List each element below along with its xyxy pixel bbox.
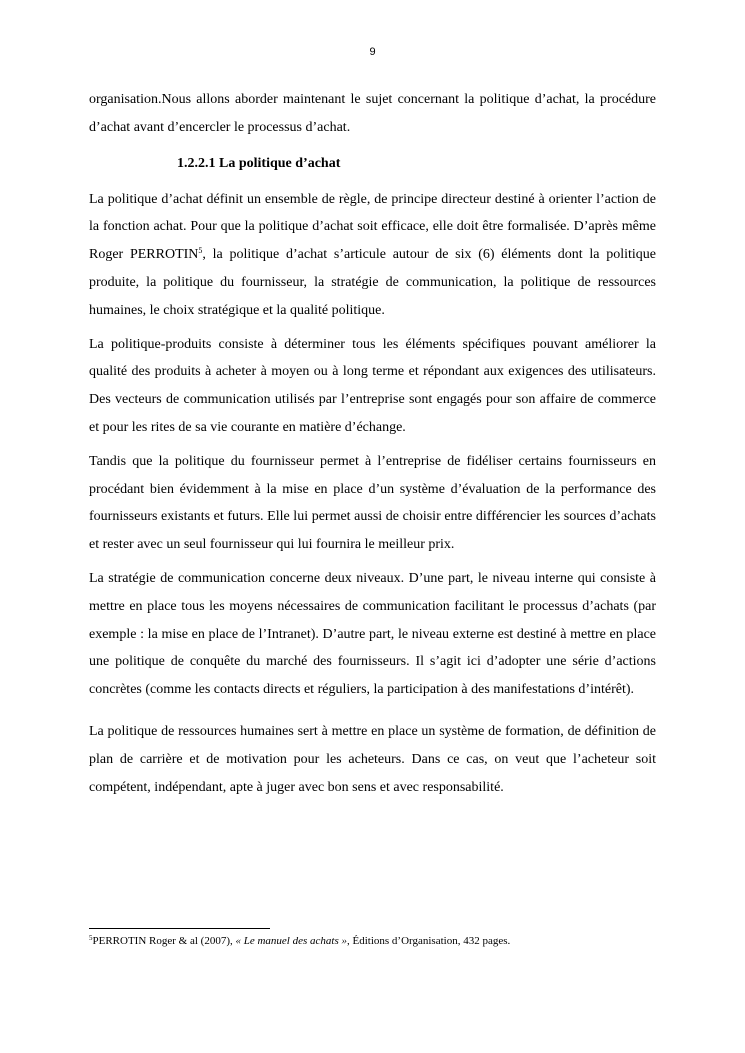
paragraph-hr-policy: La politique de ressources humaines sert à mettre en place un système de formation, de définition de plan de carrière et de motivation pour les acheteurs. Dans ce cas, on veut que l’acheteur soit compétent, indépendant, apte à juger avec bon sens et avec responsabilité.	[89, 723, 656, 795]
footnote-author-year: PERROTIN Roger & al (2007),	[92, 935, 236, 947]
body-text	[89, 86, 656, 801]
footnote-marker: 5	[89, 934, 93, 942]
paragraph-product-policy: La politique-produits consiste à déterminer tous les éléments spécifiques pouvant améliorer la qualité des produits à acheter à moyen ou à long terme et répondant aux exigences des utilisateurs. Des vecteurs de communication utilisés par l’entreprise sont engagés pour son affaire de commerce et pour les rites de sa vie courante en matière d’échange.	[89, 336, 656, 435]
paragraph-purchasing-policy	[89, 186, 656, 325]
page-number: 9	[369, 46, 376, 58]
footnote	[89, 934, 656, 948]
intro-paragraph: organisation.Nous allons aborder maintenant le sujet concernant la politique d’achat, la procédure d’achat avant d’encercler le processus d’achat.	[89, 92, 656, 135]
paragraph-communication-strategy: La stratégie de communication concerne deux niveaux. D’une part, le niveau interne qui consiste à mettre en place tous les moyens nécessaires de communication facilitant le processus d’achats (par exemple : la mise en place de l’Intranet). D’autre part, le niveau externe est destiné à mettre en place une politique de conquête du marché des fournisseurs. Il s’agit ici d’adopter une série d’actions concrètes (comme les contacts directs et réguliers, la participation à des manifestations d’intérêt).	[89, 570, 656, 698]
footnote-book-title: « Le manuel des achats »	[235, 935, 347, 947]
paragraph-text: , la politique d’achat s’articule autour de six (6) éléments dont la politique produite, la politique du fournisseur, la stratégie de communication, la politique de ressources humaines, le choix stratégique et la qualité politique.	[89, 247, 656, 318]
footnote-reference[interactable]: 5	[198, 246, 203, 256]
paragraph-text: La politique d’achat définit un ensemble de règle, de principe directeur destiné à orienter l’action de la fonction achat. Pour que la politique d’achat soit efficace, elle doit être formalisée. D’après même Roger PERROTIN	[89, 191, 656, 263]
footnote-publisher: , Éditions d’Organisation, 432 pages.	[347, 935, 511, 947]
paragraph-supplier-policy: Tandis que la politique du fournisseur permet à l’entreprise de fidéliser certains fournisseurs en procédant bien évidemment à la mise en place d’un système d’évaluation de la performance des fournisseurs existants et futurs. Elle lui permet aussi de choisir entre différencier les sources d’achats et rester avec un seul fournisseur qui lui fournira le meilleur prix.	[89, 453, 656, 553]
footnote-divider	[89, 928, 270, 929]
section-heading: 1.2.2.1 La politique d’achat	[177, 155, 341, 171]
